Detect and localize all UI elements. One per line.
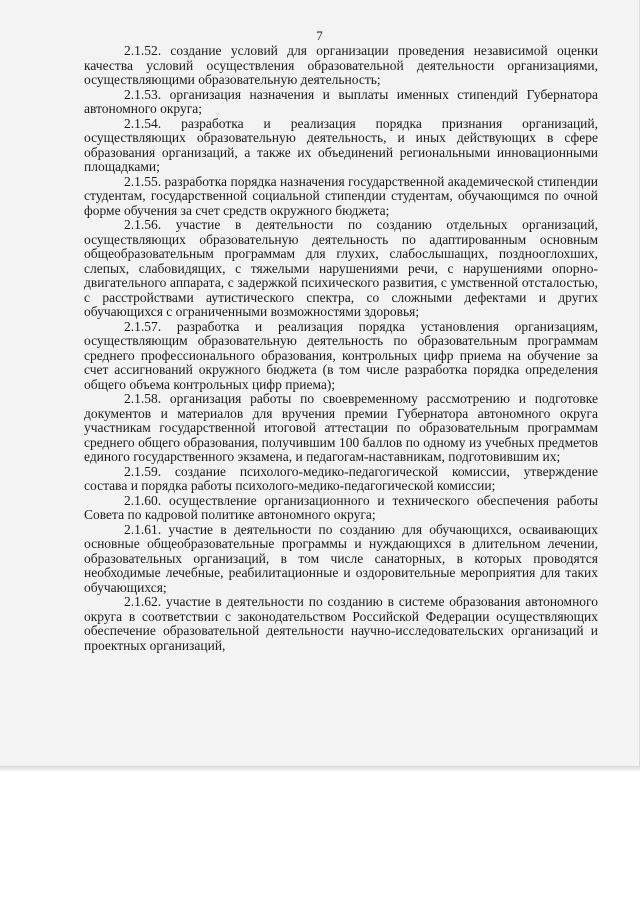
- paragraph-2-1-56: 2.1.56. участие в деятельности по созданию отдельных организаций, осуществляющих образовательную деятельность по адаптированным основным общеобразовательным программам для глухих, слабослышащих, позднооглохших, слепых, слабовидящих, с тяжелыми нарушениями речи, с нарушениями опорно-двигательного аппарата, с задержкой психического развития, с умственной отсталостью, с расстройствами аутистического спектра, со сложными дефектами и других обучающихся с ограниченными возможностями здоровья;: [84, 217, 598, 319]
- paragraph-2-1-55: 2.1.55. разработка порядка назначения государственной академической стипендии студентам, государственной социальной стипендии студентам, обучающимся по очной форме обучения за счет средств окружного бюджета;: [84, 173, 598, 218]
- paragraph-2-1-52: 2.1.52. создание условий для организации проведения независимой оценки качества условий осуществления образовательной деятельности организациями, осуществляющими образовательную деятельность;: [84, 43, 598, 87]
- paragraph-2-1-62: 2.1.62. участие в деятельности по созданию в системе образования автономного округа в соответствии с законодательством Российской Федерации осуществляющих обеспечение образовательной деятельности научно-исследовательских организаций и проектных организаций,: [84, 594, 598, 653]
- paragraph-2-1-58: 2.1.58. организация работы по своевременному рассмотрению и подготовке документов и материалов для вручения премии Губернатора автономного округа участникам государственной итоговой аттестации по образовательным программам среднего общего образования, получившим 100 баллов по одному из учебных предметов единого государственного экзамена, и педагогам-наставникам, подготовившим их;: [84, 391, 598, 464]
- page-number: 7: [316, 28, 323, 43]
- paragraph-2-1-61: 2.1.61. участие в деятельности по созданию для обучающихся, осваивающих основные общеобразовательные программы и нуждающихся в длительном лечении, образовательных организаций, в том числе санаторных, в которых проводятся необходимые лечебные, реабилитационные и оздоровительные мероприятия для таких обучающихся;: [84, 521, 598, 595]
- paragraph-2-1-59: 2.1.59. создание психолого-медико-педагогической комиссии, утверждение состава и порядка работы психолого-медико-педагогической комиссии;: [84, 463, 598, 493]
- page-edge-shadow: [0, 766, 640, 772]
- document-body: [84, 44, 598, 653]
- paragraph-2-1-57: 2.1.57. разработка и реализация порядка установления организациям, осуществляющим образовательную деятельность по образовательным программам среднего профессионального образования, контрольных цифр приема на обучение за счет ассигнований окружного бюджета (в том числе разработка порядка определения общего объема контрольных цифр приема);: [84, 318, 598, 392]
- paragraph-2-1-53: 2.1.53. организация назначения и выплаты именных стипендий Губернатора автономного округа;: [84, 86, 598, 116]
- paragraph-2-1-60: 2.1.60. осуществление организационного и технического обеспечения работы Совета по кадровой политике автономного округа;: [84, 492, 598, 522]
- paragraph-2-1-54: 2.1.54. разработка и реализация порядка признания организаций, осуществляющих образовательную деятельность, и иных действующих в сфере образования организаций, а также их объединений региональными инновационными площадками;: [84, 115, 598, 174]
